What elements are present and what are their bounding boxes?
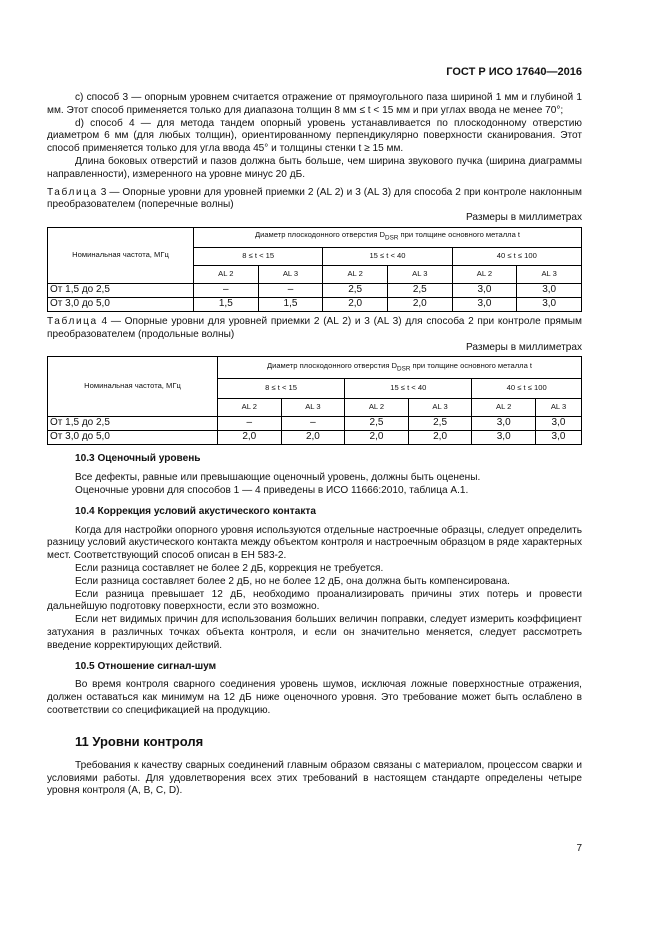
table-4-range: 8 ≤ t < 15 bbox=[218, 379, 345, 399]
table-3-subheader: AL 2 bbox=[194, 265, 259, 283]
table-cell: От 3,0 до 5,0 bbox=[48, 431, 218, 445]
table-row bbox=[48, 297, 582, 311]
table-3-subheader: AL 3 bbox=[258, 265, 323, 283]
table-4-range: 40 ≤ t ≤ 100 bbox=[472, 379, 582, 399]
section-10-4-title: 10.4 Коррекция условий акустического контакта bbox=[75, 505, 316, 517]
table-cell: 2,0 bbox=[345, 431, 409, 445]
table-cell: 2,0 bbox=[408, 431, 472, 445]
table-3-subheader: AL 3 bbox=[387, 265, 452, 283]
table-cell: 3,0 bbox=[517, 297, 582, 311]
table-cell: 3,0 bbox=[536, 431, 582, 445]
paragraph-method-3: c) способ 3 — опорным уровнем считается отражение от прямоугольного паза шириной 1 мм и глубиной 1 мм. Этот способ применяется только для диапазона толщин 8 мм ≤ t < 15 мм и при углах ввода не менее 70°; bbox=[47, 92, 582, 116]
table-3-subheader: AL 3 bbox=[517, 265, 582, 283]
paragraph-hole-length: Длина боковых отверстий и пазов должна быть больше, чем ширина звукового пучка (ширина диаграммы направленности), измеренного на уровне минус 20 дБ. bbox=[47, 155, 582, 180]
table-4-freq-header: Номинальная частота, МГц bbox=[48, 357, 218, 417]
table-cell: – bbox=[194, 283, 259, 297]
section-11-title: 11 Уровни контроля bbox=[75, 733, 204, 749]
document-body bbox=[47, 92, 582, 798]
table-cell: 2,5 bbox=[387, 283, 452, 297]
table-cell: 2,5 bbox=[345, 417, 409, 431]
table-cell: 3,0 bbox=[472, 431, 536, 445]
paragraph-method-4: d) способ 4 — для метода тандем опорный уровень устанавливается по плоскодонному отверстию диаметром 6 мм (для любых толщин), ориентированному перпендикулярно поверхности сканирования. Этот способ применяется только для угла ввода 45° и толщины стенки t ≥ 15 мм. bbox=[47, 117, 582, 155]
document-header: ГОСТ Р ИСО 17640—2016 bbox=[446, 66, 582, 78]
paragraph: Если нет видимых причин для использования больших величин поправки, следует измерить коэффициент затухания в различных точках объекта контроля, и если он значительно меняется, следует рассмотреть введение корректирующих действий. bbox=[47, 614, 582, 651]
paragraph: Требования к качеству сварных соединений главным образом связаны с материалом, процессом сварки и условиями работы. Для удовлетворения всех этих требований в настоящем стандарте определены четыре уровня контроля (А, В, С, D). bbox=[47, 759, 582, 797]
table-4-caption: Таблица 4 — Опорные уровни для уровней приемки 2 (AL 2) и 3 (AL 3) для способа 2 при контроле прямым преобразователем (продольные волны) bbox=[47, 315, 582, 340]
table-3-range: 8 ≤ t < 15 bbox=[194, 247, 323, 265]
table-3-units: Размеры в миллиметрах bbox=[465, 212, 582, 224]
table-cell: – bbox=[281, 417, 345, 431]
table-4-diam-header: Диаметр плоскодонного отверстия $D_{DSR}$ при толщине основного металла t bbox=[218, 357, 582, 379]
table-cell: 2,5 bbox=[408, 417, 472, 431]
table-cell: От 1,5 до 2,5 bbox=[48, 283, 194, 297]
table-cell: – bbox=[218, 417, 282, 431]
table-4-range: 15 ≤ t < 40 bbox=[345, 379, 472, 399]
table-3-diam-header: Диаметр плоскодонного отверстия $D_{DSR}$ при толщине основного металла t bbox=[194, 227, 582, 247]
table-cell: 2,0 bbox=[218, 431, 282, 445]
table-4-units: Размеры в миллиметрах bbox=[465, 341, 582, 353]
table-row bbox=[48, 431, 582, 445]
table-cell: 2,0 bbox=[281, 431, 345, 445]
table-3-range: 40 ≤ t ≤ 100 bbox=[452, 247, 581, 265]
table-4-subheader: AL 3 bbox=[408, 399, 472, 417]
table-cell: 2,5 bbox=[323, 283, 388, 297]
table-3-caption: Таблица 3 — Опорные уровни для уровней приемки 2 (AL 2) и 3 (AL 3) для способа 2 при контроле наклонным преобразователем (поперечные волны) bbox=[47, 186, 582, 211]
table-cell: 3,0 bbox=[472, 417, 536, 431]
table-cell: От 1,5 до 2,5 bbox=[48, 417, 218, 431]
table-4-subheader: AL 2 bbox=[472, 399, 536, 417]
table-cell: 3,0 bbox=[452, 297, 517, 311]
table-cell: 3,0 bbox=[517, 283, 582, 297]
paragraph: Во время контроля сварного соединения уровень шумов, исключая ложные поверхностные отражения, должен оставаться как минимум на 12 дБ ниже оценочного уровня. Это требование может быть ослаблено в соответствии со спецификацией на продукцию. bbox=[47, 679, 582, 716]
table-4-subheader: AL 2 bbox=[345, 399, 409, 417]
paragraph: Все дефекты, равные или превышающие оценочный уровень, должны быть оценены. bbox=[75, 472, 481, 484]
table-row bbox=[48, 283, 582, 297]
page-number: 7 bbox=[576, 843, 582, 854]
table-4 bbox=[47, 356, 582, 445]
table-cell: – bbox=[258, 283, 323, 297]
table-3-subheader: AL 2 bbox=[452, 265, 517, 283]
table-3-range: 15 ≤ t < 40 bbox=[323, 247, 452, 265]
paragraph: Оценочные уровни для способов 1 — 4 приведены в ИСО 11666:2010, таблица А.1. bbox=[75, 484, 469, 496]
table-cell: 2,0 bbox=[387, 297, 452, 311]
table-4-subheader: AL 3 bbox=[536, 399, 582, 417]
table-3 bbox=[47, 227, 582, 312]
section-10-3-title: 10.3 Оценочный уровень bbox=[75, 453, 201, 465]
table-4-subheader: AL 2 bbox=[218, 399, 282, 417]
table-row bbox=[48, 417, 582, 431]
paragraph: Когда для настройки опорного уровня используются отдельные настроечные образцы, следует определить разницу условий акустического контакта между объектом контроля и настроечным образцом в ряде характерных мест. Соответствующий способ описан в ЕН 583-2. bbox=[47, 524, 582, 562]
table-cell: 3,0 bbox=[536, 417, 582, 431]
paragraph: Если разница составляет более 2 дБ, но не более 12 дБ, она должна быть компенсирована. bbox=[75, 575, 510, 587]
paragraph: Если разница превышает 12 дБ, необходимо проанализировать причины этих потерь и провести дальнейшую подготовку поверхности, если это возможно. bbox=[47, 588, 582, 613]
table-cell: 2,0 bbox=[323, 297, 388, 311]
section-10-5-title: 10.5 Отношение сигнал-шум bbox=[75, 660, 217, 672]
table-cell: От 3,0 до 5,0 bbox=[48, 297, 194, 311]
table-3-subheader: AL 2 bbox=[323, 265, 388, 283]
table-4-subheader: AL 3 bbox=[281, 399, 345, 417]
table-3-freq-header: Номинальная частота, МГц bbox=[48, 227, 194, 283]
table-cell: 1,5 bbox=[258, 297, 323, 311]
table-cell: 3,0 bbox=[452, 283, 517, 297]
paragraph: Если разница составляет не более 2 дБ, коррекция не требуется. bbox=[75, 562, 384, 574]
table-cell: 1,5 bbox=[194, 297, 259, 311]
